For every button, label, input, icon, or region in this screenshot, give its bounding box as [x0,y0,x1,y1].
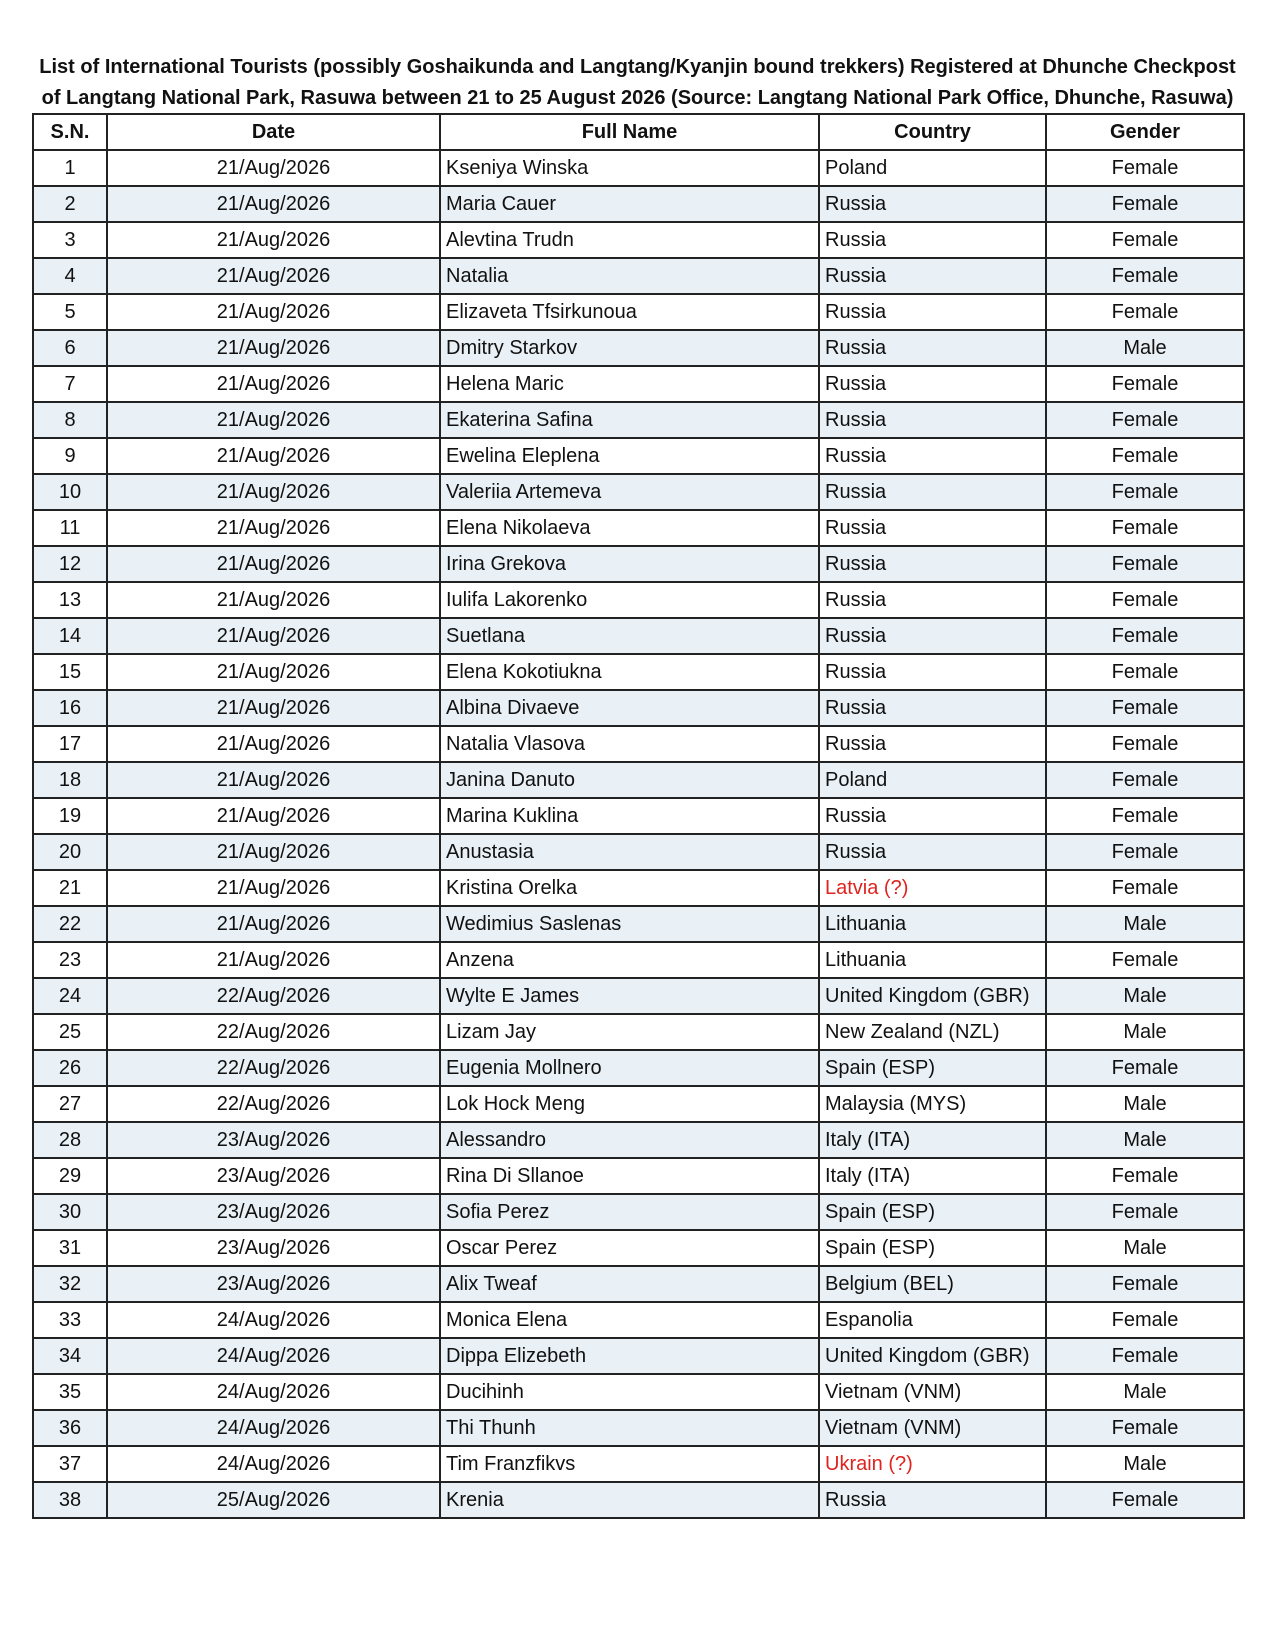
cell-date: 21/Aug/2026 [107,330,440,366]
cell-country: Russia [819,474,1046,510]
table-row [33,654,1244,690]
cell-sn: 9 [33,438,107,474]
cell-full-name: Natalia Vlasova [440,726,819,762]
cell-gender: Female [1046,366,1244,402]
cell-full-name: Maria Cauer [440,186,819,222]
table-row [33,150,1244,186]
cell-gender: Male [1046,906,1244,942]
cell-date: 22/Aug/2026 [107,978,440,1014]
table-row [33,942,1244,978]
cell-full-name: Natalia [440,258,819,294]
cell-date: 23/Aug/2026 [107,1158,440,1194]
cell-date: 21/Aug/2026 [107,510,440,546]
cell-sn: 30 [33,1194,107,1230]
table-row [33,1122,1244,1158]
cell-country: Lithuania [819,906,1046,942]
cell-gender: Female [1046,258,1244,294]
cell-full-name: Marina Kuklina [440,798,819,834]
cell-country: Poland [819,762,1046,798]
cell-gender: Female [1046,870,1244,906]
cell-country: Russia [819,366,1046,402]
cell-date: 24/Aug/2026 [107,1410,440,1446]
cell-gender: Female [1046,186,1244,222]
cell-full-name: Anzena [440,942,819,978]
cell-date: 21/Aug/2026 [107,186,440,222]
cell-full-name: Rina Di Sllanoe [440,1158,819,1194]
cell-full-name: Dippa Elizebeth [440,1338,819,1374]
table-row [33,618,1244,654]
cell-country: Russia [819,330,1046,366]
cell-gender: Female [1046,690,1244,726]
cell-country: Russia [819,258,1046,294]
cell-gender: Female [1046,546,1244,582]
table-row [33,330,1244,366]
tourist-table [32,113,1245,1519]
cell-full-name: Sofia Perez [440,1194,819,1230]
cell-date: 21/Aug/2026 [107,798,440,834]
cell-full-name: Wylte E James [440,978,819,1014]
table-row [33,690,1244,726]
cell-gender: Female [1046,222,1244,258]
cell-country: Russia [819,186,1046,222]
table-row [33,438,1244,474]
cell-date: 21/Aug/2026 [107,150,440,186]
cell-gender: Female [1046,1482,1244,1518]
cell-date: 24/Aug/2026 [107,1302,440,1338]
table-row [33,834,1244,870]
cell-full-name: Kristina Orelka [440,870,819,906]
cell-gender: Female [1046,942,1244,978]
cell-full-name: Kseniya Winska [440,150,819,186]
cell-country: Belgium (BEL) [819,1266,1046,1302]
cell-sn: 2 [33,186,107,222]
cell-sn: 26 [33,1050,107,1086]
cell-country: Russia [819,654,1046,690]
cell-date: 22/Aug/2026 [107,1086,440,1122]
cell-country: United Kingdom (GBR) [819,978,1046,1014]
cell-sn: 20 [33,834,107,870]
header-full-name: Full Name [440,114,819,150]
cell-sn: 13 [33,582,107,618]
table-row [33,1482,1244,1518]
cell-sn: 35 [33,1374,107,1410]
cell-full-name: Elena Nikolaeva [440,510,819,546]
cell-full-name: Alevtina Trudn [440,222,819,258]
cell-country: Russia [819,690,1046,726]
cell-country: Russia [819,294,1046,330]
cell-country: Ukrain (?) [819,1446,1046,1482]
cell-gender: Female [1046,1410,1244,1446]
cell-country: Russia [819,798,1046,834]
table-row [33,1302,1244,1338]
cell-sn: 32 [33,1266,107,1302]
table-row [33,1158,1244,1194]
cell-country: Russia [819,402,1046,438]
cell-full-name: Tim Franzfikvs [440,1446,819,1482]
cell-full-name: Anustasia [440,834,819,870]
cell-date: 23/Aug/2026 [107,1230,440,1266]
cell-sn: 16 [33,690,107,726]
cell-sn: 1 [33,150,107,186]
cell-full-name: Ducihinh [440,1374,819,1410]
cell-date: 21/Aug/2026 [107,222,440,258]
cell-date: 21/Aug/2026 [107,906,440,942]
header-country: Country [819,114,1046,150]
cell-country: Spain (ESP) [819,1230,1046,1266]
cell-gender: Female [1046,1302,1244,1338]
cell-gender: Male [1046,1014,1244,1050]
cell-gender: Male [1046,330,1244,366]
cell-sn: 18 [33,762,107,798]
cell-country: Russia [819,546,1046,582]
table-row [33,1446,1244,1482]
cell-country: United Kingdom (GBR) [819,1338,1046,1374]
header-sn: S.N. [33,114,107,150]
cell-country: Russia [819,726,1046,762]
cell-country: Vietnam (VNM) [819,1410,1046,1446]
cell-country: Poland [819,150,1046,186]
cell-gender: Female [1046,654,1244,690]
table-row [33,186,1244,222]
cell-date: 24/Aug/2026 [107,1446,440,1482]
cell-sn: 31 [33,1230,107,1266]
table-row [33,546,1244,582]
header-row [33,114,1244,150]
cell-date: 24/Aug/2026 [107,1374,440,1410]
cell-gender: Female [1046,762,1244,798]
cell-gender: Female [1046,798,1244,834]
table-row [33,1230,1244,1266]
cell-country: Russia [819,222,1046,258]
cell-country: Lithuania [819,942,1046,978]
cell-gender: Male [1046,1086,1244,1122]
cell-full-name: Janina Danuto [440,762,819,798]
table-row [33,1086,1244,1122]
cell-full-name: Helena Maric [440,366,819,402]
cell-gender: Female [1046,834,1244,870]
cell-date: 21/Aug/2026 [107,942,440,978]
cell-country: Malaysia (MYS) [819,1086,1046,1122]
cell-gender: Male [1046,1446,1244,1482]
cell-full-name: Wedimius Saslenas [440,906,819,942]
cell-date: 21/Aug/2026 [107,546,440,582]
table-row [33,978,1244,1014]
cell-sn: 28 [33,1122,107,1158]
table-row [33,762,1244,798]
cell-sn: 11 [33,510,107,546]
cell-gender: Male [1046,1230,1244,1266]
cell-full-name: Alix Tweaf [440,1266,819,1302]
cell-gender: Female [1046,1158,1244,1194]
cell-sn: 7 [33,366,107,402]
cell-sn: 37 [33,1446,107,1482]
cell-country: Russia [819,510,1046,546]
table-row [33,726,1244,762]
table-row [33,906,1244,942]
table-row [33,1194,1244,1230]
cell-date: 21/Aug/2026 [107,870,440,906]
cell-gender: Male [1046,1374,1244,1410]
page-title-line-2: of Langtang National Park, Rasuwa between 21 to 25 August 2026 (Source: Langtang National Park Office, Dhunche, Rasuwa) [41,87,1234,109]
cell-full-name: Eugenia Mollnero [440,1050,819,1086]
cell-gender: Female [1046,510,1244,546]
cell-sn: 8 [33,402,107,438]
cell-country: Espanolia [819,1302,1046,1338]
cell-sn: 12 [33,546,107,582]
cell-date: 23/Aug/2026 [107,1122,440,1158]
cell-sn: 23 [33,942,107,978]
cell-gender: Female [1046,294,1244,330]
cell-date: 21/Aug/2026 [107,366,440,402]
cell-date: 21/Aug/2026 [107,726,440,762]
cell-sn: 10 [33,474,107,510]
table-header [33,114,1244,150]
cell-sn: 38 [33,1482,107,1518]
cell-full-name: Valeriia Artemeva [440,474,819,510]
cell-date: 22/Aug/2026 [107,1050,440,1086]
table-row [33,582,1244,618]
cell-date: 21/Aug/2026 [107,474,440,510]
cell-full-name: Monica Elena [440,1302,819,1338]
cell-gender: Female [1046,474,1244,510]
cell-sn: 17 [33,726,107,762]
cell-sn: 5 [33,294,107,330]
table-row [33,402,1244,438]
cell-sn: 29 [33,1158,107,1194]
cell-sn: 27 [33,1086,107,1122]
cell-gender: Female [1046,726,1244,762]
cell-sn: 6 [33,330,107,366]
cell-sn: 21 [33,870,107,906]
cell-date: 25/Aug/2026 [107,1482,440,1518]
table-row [33,1338,1244,1374]
cell-gender: Female [1046,438,1244,474]
cell-sn: 24 [33,978,107,1014]
page-title-line-1: List of International Tourists (possibly Goshaikunda and Langtang/Kyanjin bound trekkers) Registered at Dhunche Checkpost [39,56,1236,78]
cell-full-name: Ewelina Eleplena [440,438,819,474]
table-row [33,1050,1244,1086]
cell-gender: Female [1046,1266,1244,1302]
cell-full-name: Albina Divaeve [440,690,819,726]
cell-gender: Female [1046,1194,1244,1230]
cell-date: 23/Aug/2026 [107,1194,440,1230]
table-row [33,1410,1244,1446]
cell-date: 21/Aug/2026 [107,258,440,294]
cell-gender: Female [1046,1338,1244,1374]
cell-sn: 3 [33,222,107,258]
cell-country: Spain (ESP) [819,1194,1046,1230]
header-gender: Gender [1046,114,1244,150]
cell-full-name: Elizaveta Tfsirkunoua [440,294,819,330]
cell-full-name: Krenia [440,1482,819,1518]
cell-country: Spain (ESP) [819,1050,1046,1086]
cell-full-name: Irina Grekova [440,546,819,582]
cell-full-name: Oscar Perez [440,1230,819,1266]
table-row [33,222,1244,258]
cell-date: 21/Aug/2026 [107,762,440,798]
cell-country: Russia [819,1482,1046,1518]
cell-date: 21/Aug/2026 [107,690,440,726]
cell-country: Russia [819,582,1046,618]
header-date: Date [107,114,440,150]
cell-full-name: Lok Hock Meng [440,1086,819,1122]
cell-gender: Female [1046,402,1244,438]
cell-gender: Female [1046,150,1244,186]
cell-gender: Male [1046,978,1244,1014]
cell-date: 21/Aug/2026 [107,834,440,870]
cell-sn: 36 [33,1410,107,1446]
cell-date: 21/Aug/2026 [107,618,440,654]
cell-date: 21/Aug/2026 [107,294,440,330]
cell-full-name: Suetlana [440,618,819,654]
cell-gender: Male [1046,1122,1244,1158]
cell-gender: Female [1046,582,1244,618]
cell-country: Italy (ITA) [819,1158,1046,1194]
cell-country: Russia [819,834,1046,870]
cell-date: 23/Aug/2026 [107,1266,440,1302]
cell-country: Russia [819,618,1046,654]
cell-country: New Zealand (NZL) [819,1014,1046,1050]
cell-full-name: Thi Thunh [440,1410,819,1446]
cell-date: 21/Aug/2026 [107,402,440,438]
table-row [33,1266,1244,1302]
cell-sn: 19 [33,798,107,834]
cell-date: 21/Aug/2026 [107,654,440,690]
cell-country: Italy (ITA) [819,1122,1046,1158]
cell-gender: Female [1046,1050,1244,1086]
cell-sn: 22 [33,906,107,942]
table-row [33,294,1244,330]
cell-date: 21/Aug/2026 [107,438,440,474]
table-body [33,150,1244,1518]
cell-date: 21/Aug/2026 [107,582,440,618]
table-row [33,1014,1244,1050]
table-row [33,258,1244,294]
table-row [33,798,1244,834]
cell-full-name: Elena Kokotiukna [440,654,819,690]
cell-country: Vietnam (VNM) [819,1374,1046,1410]
cell-sn: 25 [33,1014,107,1050]
cell-sn: 4 [33,258,107,294]
cell-sn: 34 [33,1338,107,1374]
cell-full-name: Dmitry Starkov [440,330,819,366]
cell-full-name: Ekaterina Safina [440,402,819,438]
cell-full-name: Iulifa Lakorenko [440,582,819,618]
cell-sn: 33 [33,1302,107,1338]
cell-date: 24/Aug/2026 [107,1338,440,1374]
cell-sn: 15 [33,654,107,690]
page-title [32,52,1243,114]
table-row [33,870,1244,906]
table-row [33,474,1244,510]
cell-sn: 14 [33,618,107,654]
cell-gender: Female [1046,618,1244,654]
cell-date: 22/Aug/2026 [107,1014,440,1050]
cell-country: Russia [819,438,1046,474]
table-row [33,1374,1244,1410]
table-row [33,510,1244,546]
cell-full-name: Alessandro [440,1122,819,1158]
cell-full-name: Lizam Jay [440,1014,819,1050]
table-row [33,366,1244,402]
cell-country: Latvia (?) [819,870,1046,906]
